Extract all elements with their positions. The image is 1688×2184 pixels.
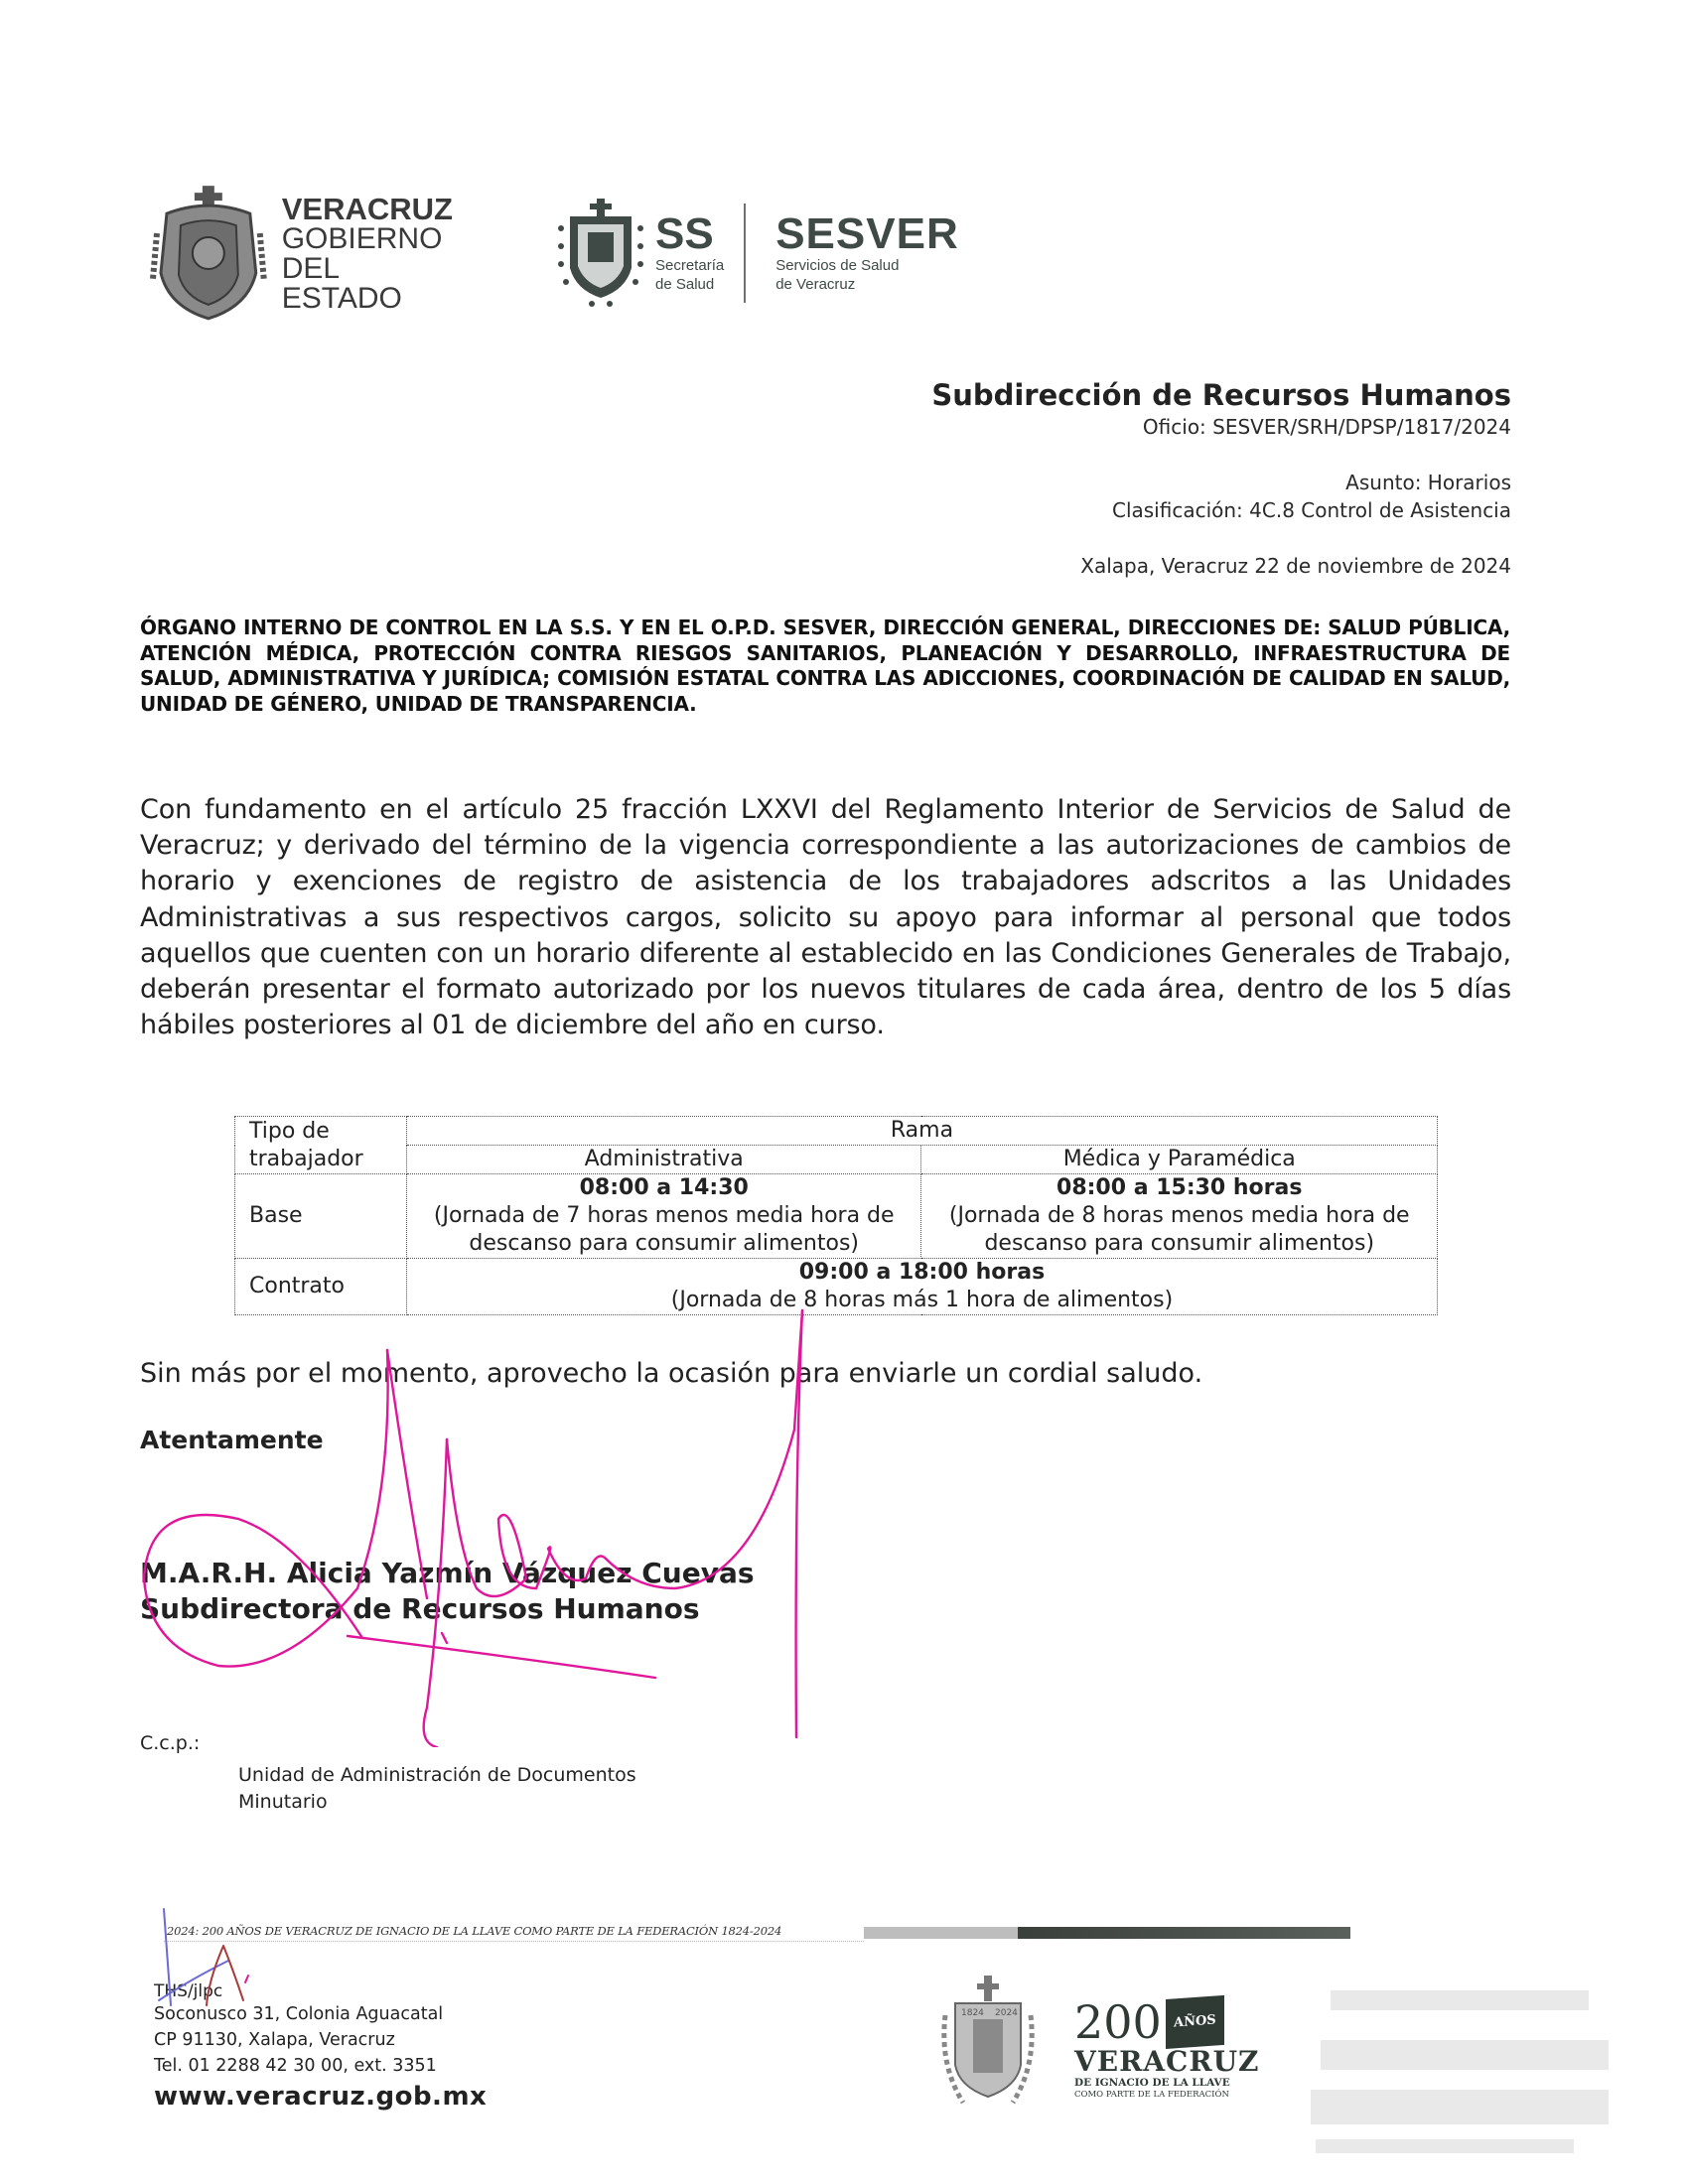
gov-logo-line2: GOBIERNO	[281, 221, 443, 255]
hours: 08:00 a 15:30 horas	[1056, 1175, 1303, 1200]
hours-note: (Jornada de 8 horas menos media hora de descanso para consumir alimentos)	[948, 1203, 1410, 1256]
sesver-abbr: SESVER	[775, 209, 959, 258]
anniversary-number: 200	[1074, 1995, 1162, 2049]
veracruz-coat-of-arms-icon	[149, 184, 268, 323]
body-paragraph: Con fundamento en el artículo 25 fracción LXXVI del Reglamento Interior de Servicios de Salud de Veracruz; y derivado del término de la vigencia correspondiente a las autorizaciones de cambios de horario y exenciones de registro de asistencia de los trabajadores adscritos a las Unidades Administrativas a sus respectivos cargos, solicito su apoyo para informar al personal que todos aquellos que cuenten con un horario diferente al establecido en las Condiciones Generales de Trabajo, deberán presentar el formato autorizado por los nuevos titulares de cada área, dentro de los 5 días hábiles posteriores al 01 de diciembre del año en curso.	[140, 794, 1511, 1041]
footer-address	[154, 2001, 443, 2079]
website-link[interactable]: www.veracruz.gob.mx	[154, 2082, 488, 2112]
clasificacion: Clasificación: 4C.8 Control de Asistencia	[1111, 498, 1511, 522]
header-rama: Rama	[406, 1117, 1437, 1146]
ss-line2: de Salud	[655, 276, 715, 293]
cell-base-administrativa	[406, 1174, 921, 1259]
table-header-row	[235, 1117, 1438, 1146]
anniversary-seal-icon	[933, 1976, 1043, 2115]
footer-motto: 2024: 200 AÑOS DE VERACRUZ DE IGNACIO DE LA LLAVE COMO PARTE DE LA FEDERACIÓN 1824-2024	[167, 1924, 782, 1938]
place-date: Xalapa, Veracruz 22 de noviembre de 2024	[1080, 554, 1511, 578]
footer-bar	[864, 1927, 1350, 1939]
signer-block	[140, 1556, 755, 1627]
footer-divider	[164, 1941, 864, 1942]
hours: 08:00 a 14:30	[579, 1175, 749, 1200]
ccp-recipient: Minutario	[238, 1791, 328, 1813]
oficio-number: Oficio: SESVER/SRH/DPSP/1817/2024	[1142, 415, 1511, 439]
ccp-label: C.c.p.:	[140, 1732, 201, 1754]
schedule-table	[234, 1116, 1438, 1315]
cell-base-medica	[921, 1174, 1438, 1259]
row-type-base: Base	[235, 1174, 407, 1259]
ccp-recipient: Unidad de Administración de Documentos	[238, 1764, 636, 1786]
table-branch-row	[235, 1146, 1438, 1174]
asunto: Asunto: Horarios	[1345, 471, 1511, 494]
header-branch-medica: Médica y Paramédica	[921, 1146, 1438, 1174]
closing-line: Sin más por el momento, aprovecho la ocasión para enviarle un cordial saludo.	[140, 1358, 1203, 1389]
row-type-contrato: Contrato	[235, 1259, 407, 1315]
hours: 09:00 a 18:00 horas	[798, 1260, 1046, 1285]
department-title: Subdirección de Recursos Humanos	[931, 378, 1511, 412]
header-tipo-trabajador: Tipo de trabajador	[235, 1117, 407, 1174]
hours-note: (Jornada de 8 horas más 1 hora de alimentos)	[670, 1288, 1174, 1312]
hours-note: (Jornada de 7 horas menos media hora de descanso para consumir alimentos)	[433, 1203, 895, 1256]
anniversary-line1: DE IGNACIO DE LA LLAVE	[1074, 2077, 1230, 2089]
signer-name: M.A.R.H. Alicia Yazmín Vázquez Cuevas	[140, 1557, 755, 1589]
gov-logo-line1: VERACRUZ	[281, 191, 453, 226]
table-row	[235, 1259, 1438, 1315]
document-meta	[931, 377, 1511, 580]
ss-abbr: SS	[655, 209, 714, 258]
secretaria-salud-shield-icon	[556, 199, 645, 308]
logo-divider	[744, 204, 746, 303]
anniversary-flag: AÑOS	[1166, 1995, 1224, 2049]
gov-logo-line3: DEL ESTADO	[281, 251, 402, 315]
cell-contrato-merged	[406, 1259, 1437, 1315]
addressees: ÓRGANO INTERNO DE CONTROL EN LA S.S. Y EN EL O.P.D. SESVER, DIRECCIÓN GENERAL, DIRECCIONES DE: SALUD PÚBLICA, ATENCIÓN MÉDICA, PROTECCIÓN CONTRA RIESGOS SANITARIOS, PLANEACIÓN Y DESARROLLO, INFRAESTRUCTURA DE SALUD, ADMINISTRATIVA Y JURÍDICA; COMISIÓN ESTATAL CONTRA LAS ADICCIONES, COORDINACIÓN DE CALIDAD EN SALUD, UNIDAD DE GÉNERO, UNIDAD DE TRANSPARENCIA.	[140, 615, 1510, 716]
sesver-line2: de Veracruz	[775, 276, 856, 293]
ss-line1: Secretaría	[655, 257, 725, 274]
address-line: CP 91130, Xalapa, Veracruz	[154, 2030, 395, 2050]
anniversary-line2: COMO PARTE DE LA FEDERACIÓN	[1074, 2090, 1229, 2100]
watermark-graphic	[1301, 1951, 1628, 2164]
gobierno-veracruz-logo	[149, 179, 467, 328]
seal-year-start: 1824	[961, 2008, 984, 2018]
anniversary-name: VERACRUZ	[1074, 2045, 1260, 2078]
ccp-recipients	[238, 1762, 636, 1816]
ss-sesver-logo	[556, 199, 993, 308]
seal-year-end: 2024	[995, 2008, 1018, 2018]
address-line: Soconusco 31, Colonia Aguacatal	[154, 2004, 444, 2024]
anniversary-logo	[1074, 1997, 1259, 2101]
sign-off: Atentamente	[140, 1426, 324, 1454]
reference-initials: THS/jlpc	[154, 1981, 223, 2001]
address-line: Tel. 01 2288 42 30 00, ext. 3351	[154, 2056, 437, 2076]
table-row	[235, 1174, 1438, 1259]
header-branch-administrativa: Administrativa	[406, 1146, 921, 1174]
sesver-line1: Servicios de Salud	[775, 257, 900, 274]
signer-title: Subdirectora de Recursos Humanos	[140, 1592, 700, 1625]
